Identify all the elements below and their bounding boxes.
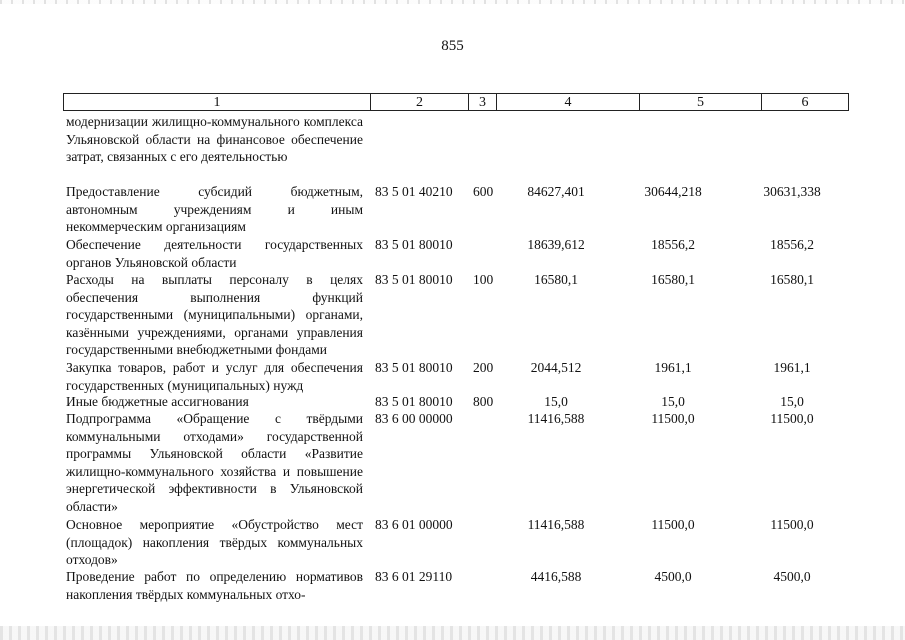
- header-col-1: 1: [64, 94, 371, 110]
- row-code: 83 5 01 40210: [375, 184, 453, 199]
- row-code: 83 5 01 80010: [375, 360, 453, 375]
- header-col-3: 3: [469, 94, 497, 110]
- row-value-col4: 2044,512: [530, 360, 582, 375]
- scan-edge-top: [0, 0, 905, 4]
- row-value-col5: 11500,0: [651, 517, 695, 532]
- row-value-col4: 18639,612: [527, 237, 585, 252]
- row-name: Иные бюджетные ассигнования: [66, 394, 249, 409]
- row-code: 83 6 01 29110: [375, 569, 453, 584]
- header-col-6: 6: [801, 95, 809, 110]
- row-value-col4: 15,0: [544, 394, 568, 409]
- row-name: Обеспечение деятельности государственных органов Ульяновской области: [66, 237, 363, 270]
- header-col-5: 5: [640, 94, 762, 110]
- row-value-col6: 11500,0: [770, 517, 814, 532]
- row-value-col6: 30631,338: [763, 184, 821, 199]
- row-value-col5: 16580,1: [651, 272, 695, 287]
- row-name: Подпрограмма «Обращение с твёрдыми коммунальными отходами» государственной программы Ульяновской области «Развитие жилищно-коммунального хозяйства и повышение энергетической эффективности в Ульяновской области»: [66, 411, 363, 514]
- row-name: Основное мероприятие «Обустройство мест (площадок) накопления твёрдых коммунальных отходов»: [66, 517, 363, 567]
- row-name: Расходы на выплаты персоналу в целях обеспечения выполнения функций государственными (муниципальными) органами, казёнными учреждениями, органами управления государственными внебюджетными фондами: [66, 272, 363, 357]
- row-value-col6: 1961,1: [773, 360, 811, 375]
- row-value-col4: 4416,588: [530, 569, 582, 584]
- row-expense-type: 800: [473, 394, 494, 409]
- scan-edge-bottom: [0, 626, 905, 640]
- row-name: Предоставление субсидий бюджетным, автономным учреждениям и иным некоммерческим организациям: [66, 184, 363, 234]
- row-value-col6: 16580,1: [770, 272, 814, 287]
- row-name: модернизации жилищно-коммунального комплекса Ульяновской области на финансовое обеспечение затрат, связанных с его деятельностью: [66, 114, 363, 164]
- row-code: 83 5 01 80010: [375, 394, 453, 409]
- row-value-col4: 16580,1: [534, 272, 578, 287]
- row-name: Проведение работ по определению нормативов накопления твёрдых коммунальных отхо-: [66, 569, 363, 602]
- row-expense-type: 600: [473, 184, 494, 199]
- row-value-col5: 11500,0: [651, 411, 695, 426]
- header-col-4: 4: [497, 94, 640, 110]
- header-col-2: 2: [371, 94, 469, 110]
- row-value-col4: 11416,588: [527, 517, 585, 532]
- row-value-col5: 18556,2: [651, 237, 695, 252]
- row-expense-type: 200: [473, 360, 494, 375]
- row-value-col6: 11500,0: [770, 411, 814, 426]
- table-header: [63, 93, 849, 111]
- row-name: Закупка товаров, работ и услуг для обеспечения государственных (муниципальных) нужд: [66, 360, 363, 393]
- row-value-col6: 4500,0: [773, 569, 811, 584]
- row-value-col5: 4500,0: [654, 569, 692, 584]
- row-expense-type: 100: [473, 272, 494, 287]
- row-code: 83 5 01 80010: [375, 237, 453, 252]
- row-value-col4: 84627,401: [527, 184, 585, 199]
- row-code: 83 5 01 80010: [375, 272, 453, 287]
- row-code: 83 6 00 00000: [375, 411, 453, 426]
- row-value-col6: 18556,2: [770, 237, 814, 252]
- row-code: 83 6 01 00000: [375, 517, 453, 532]
- row-value-col6: 15,0: [780, 394, 804, 409]
- page-number: 855: [441, 38, 464, 54]
- row-value-col4: 11416,588: [527, 411, 585, 426]
- row-value-col5: 1961,1: [654, 360, 692, 375]
- row-value-col5: 15,0: [661, 394, 685, 409]
- row-value-col5: 30644,218: [644, 184, 702, 199]
